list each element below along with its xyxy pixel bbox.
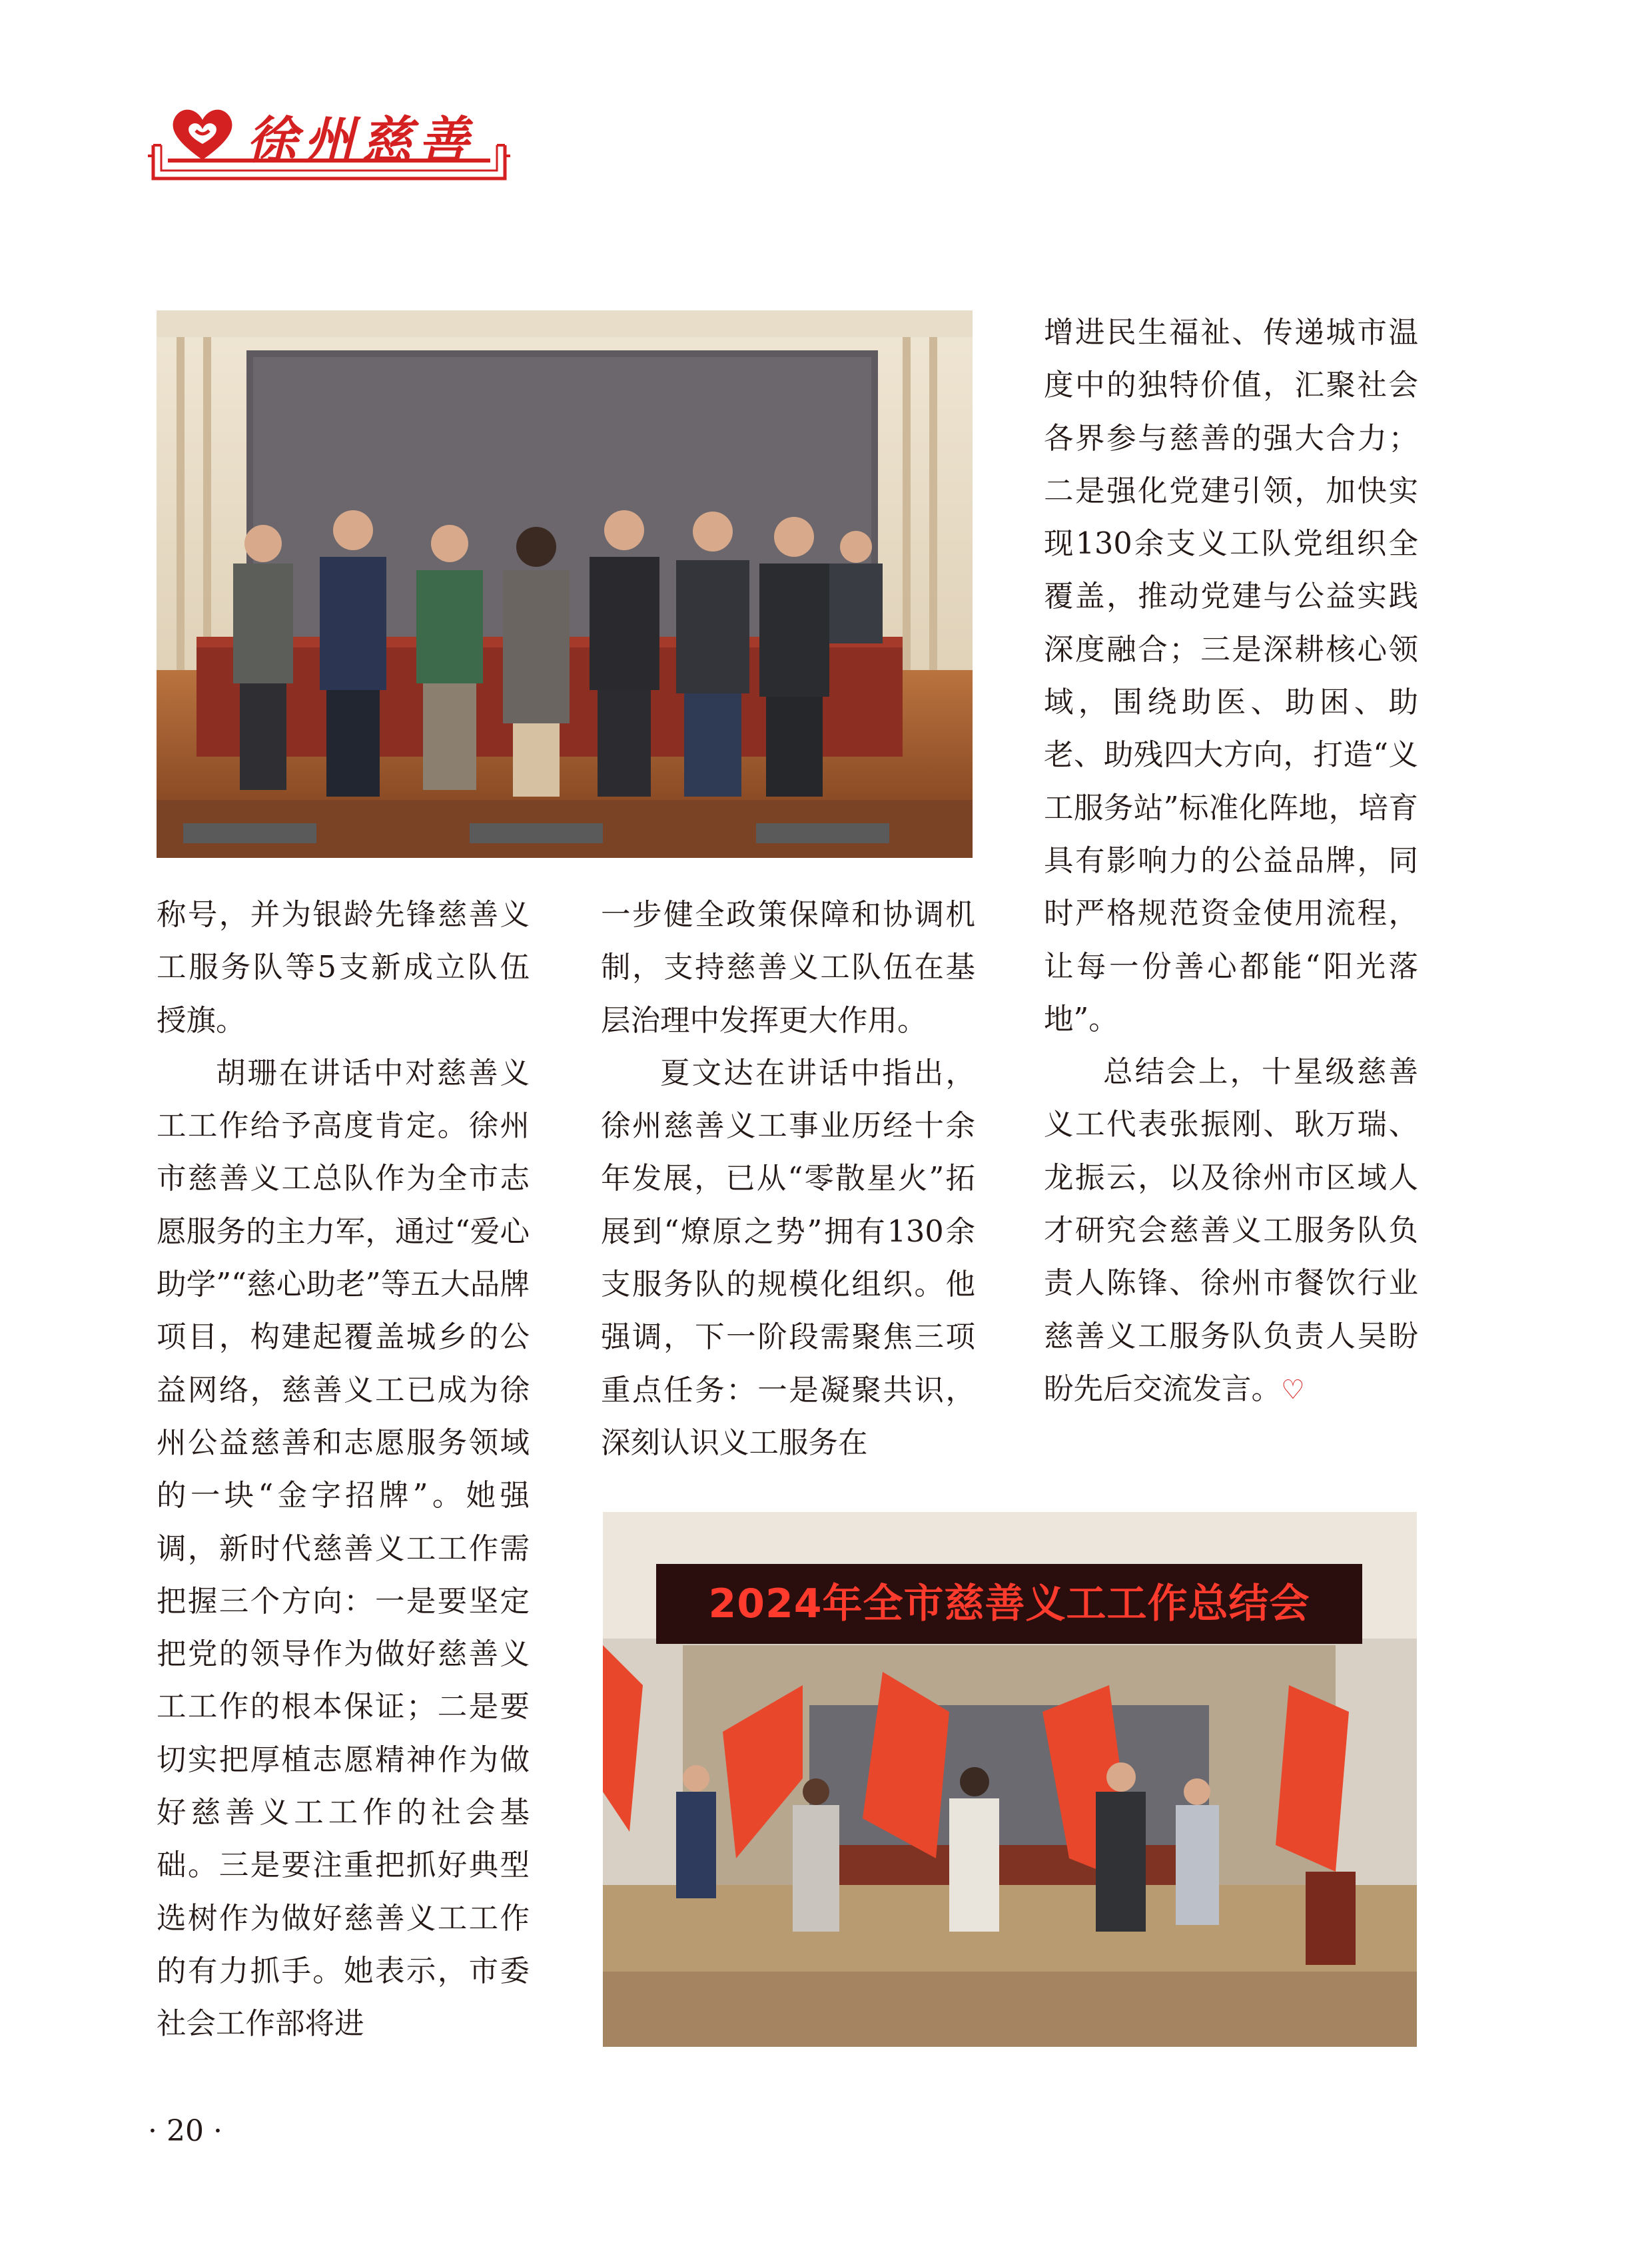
flag-ceremony-photo [603,1512,1417,2047]
text-column-3 [1044,306,1418,1417]
paragraph: 总结会上，十星级慈善义工代表张振刚、耿万瑞、龙振云，以及徐州市区域人才研究会慈善义工服务队负责人陈锋、徐州市餐饮行业慈善义工服务队负责人吴盼盼先后交流发言。 [1044,1055,1418,1406]
paragraph: 一步健全政策保障和协调机制，支持慈善义工队伍在基层治理中发挥更大作用。 [601,898,975,1038]
paragraph: 称号，并为银龄先锋慈善义工服务队等5支新成立队伍授旗。 [157,898,530,1038]
banner-title: 2024年全市慈善义工工作总结会 [708,1581,1310,1627]
masthead-title: 徐州慈善 [246,111,476,170]
text-column-2 [601,889,975,1469]
paragraph: 增进民生福祉、传递城市温度中的独特价值，汇聚社会各界参与慈善的强大合力；二是强化党建引领，加快实现130余支义工队党组织全覆盖，推动党建与公益实践深度融合；三是深耕核心领域，围绕助医、助困、助老、助残四大方向，打造“义工服务站”标准化阵地，培育具有影响力的公益品牌，同时严格规范资金使用流程，让每一份善心都能“阳光落地”。 [1044,316,1418,1036]
paragraph: 夏文达在讲话中指出，徐州慈善义工事业历经十余年发展，已从“零散星火”拓展到“燎原之势”拥有130余支服务队的规模化组织。他强调，下一阶段需聚焦三项重点任务：一是凝聚共识，深刻认识义工服务在 [601,1056,975,1460]
charity-heart-hands-icon [163,100,242,167]
heart-end-icon: ♡ [1281,1374,1305,1405]
award-ceremony-photo [157,310,973,858]
page-number: · 20 · [148,2114,222,2148]
paragraph: 胡珊在讲话中对慈善义工工作给予高度肯定。徐州市慈善义工总队作为全市志愿服务的主力军，通过“爱心助学”“慈心助老”等五大品牌项目，构建起覆盖城乡的公益网络，慈善义工已成为徐州公益慈善和志愿服务领域的一块“金字招牌”。她强调，新时代慈善义工工作需把握三个方向：一是要坚定把党的领导作为做好慈善义工工作的根本保证；二是要切实把厚植志愿精神作为做好慈善义工工作的社会基础。三是要注重把抓好典型选树作为做好慈善义工工作的有力抓手。她表示，市委社会工作部将进 [157,1056,530,2042]
masthead [148,99,510,183]
text-column-1 [157,889,530,2051]
